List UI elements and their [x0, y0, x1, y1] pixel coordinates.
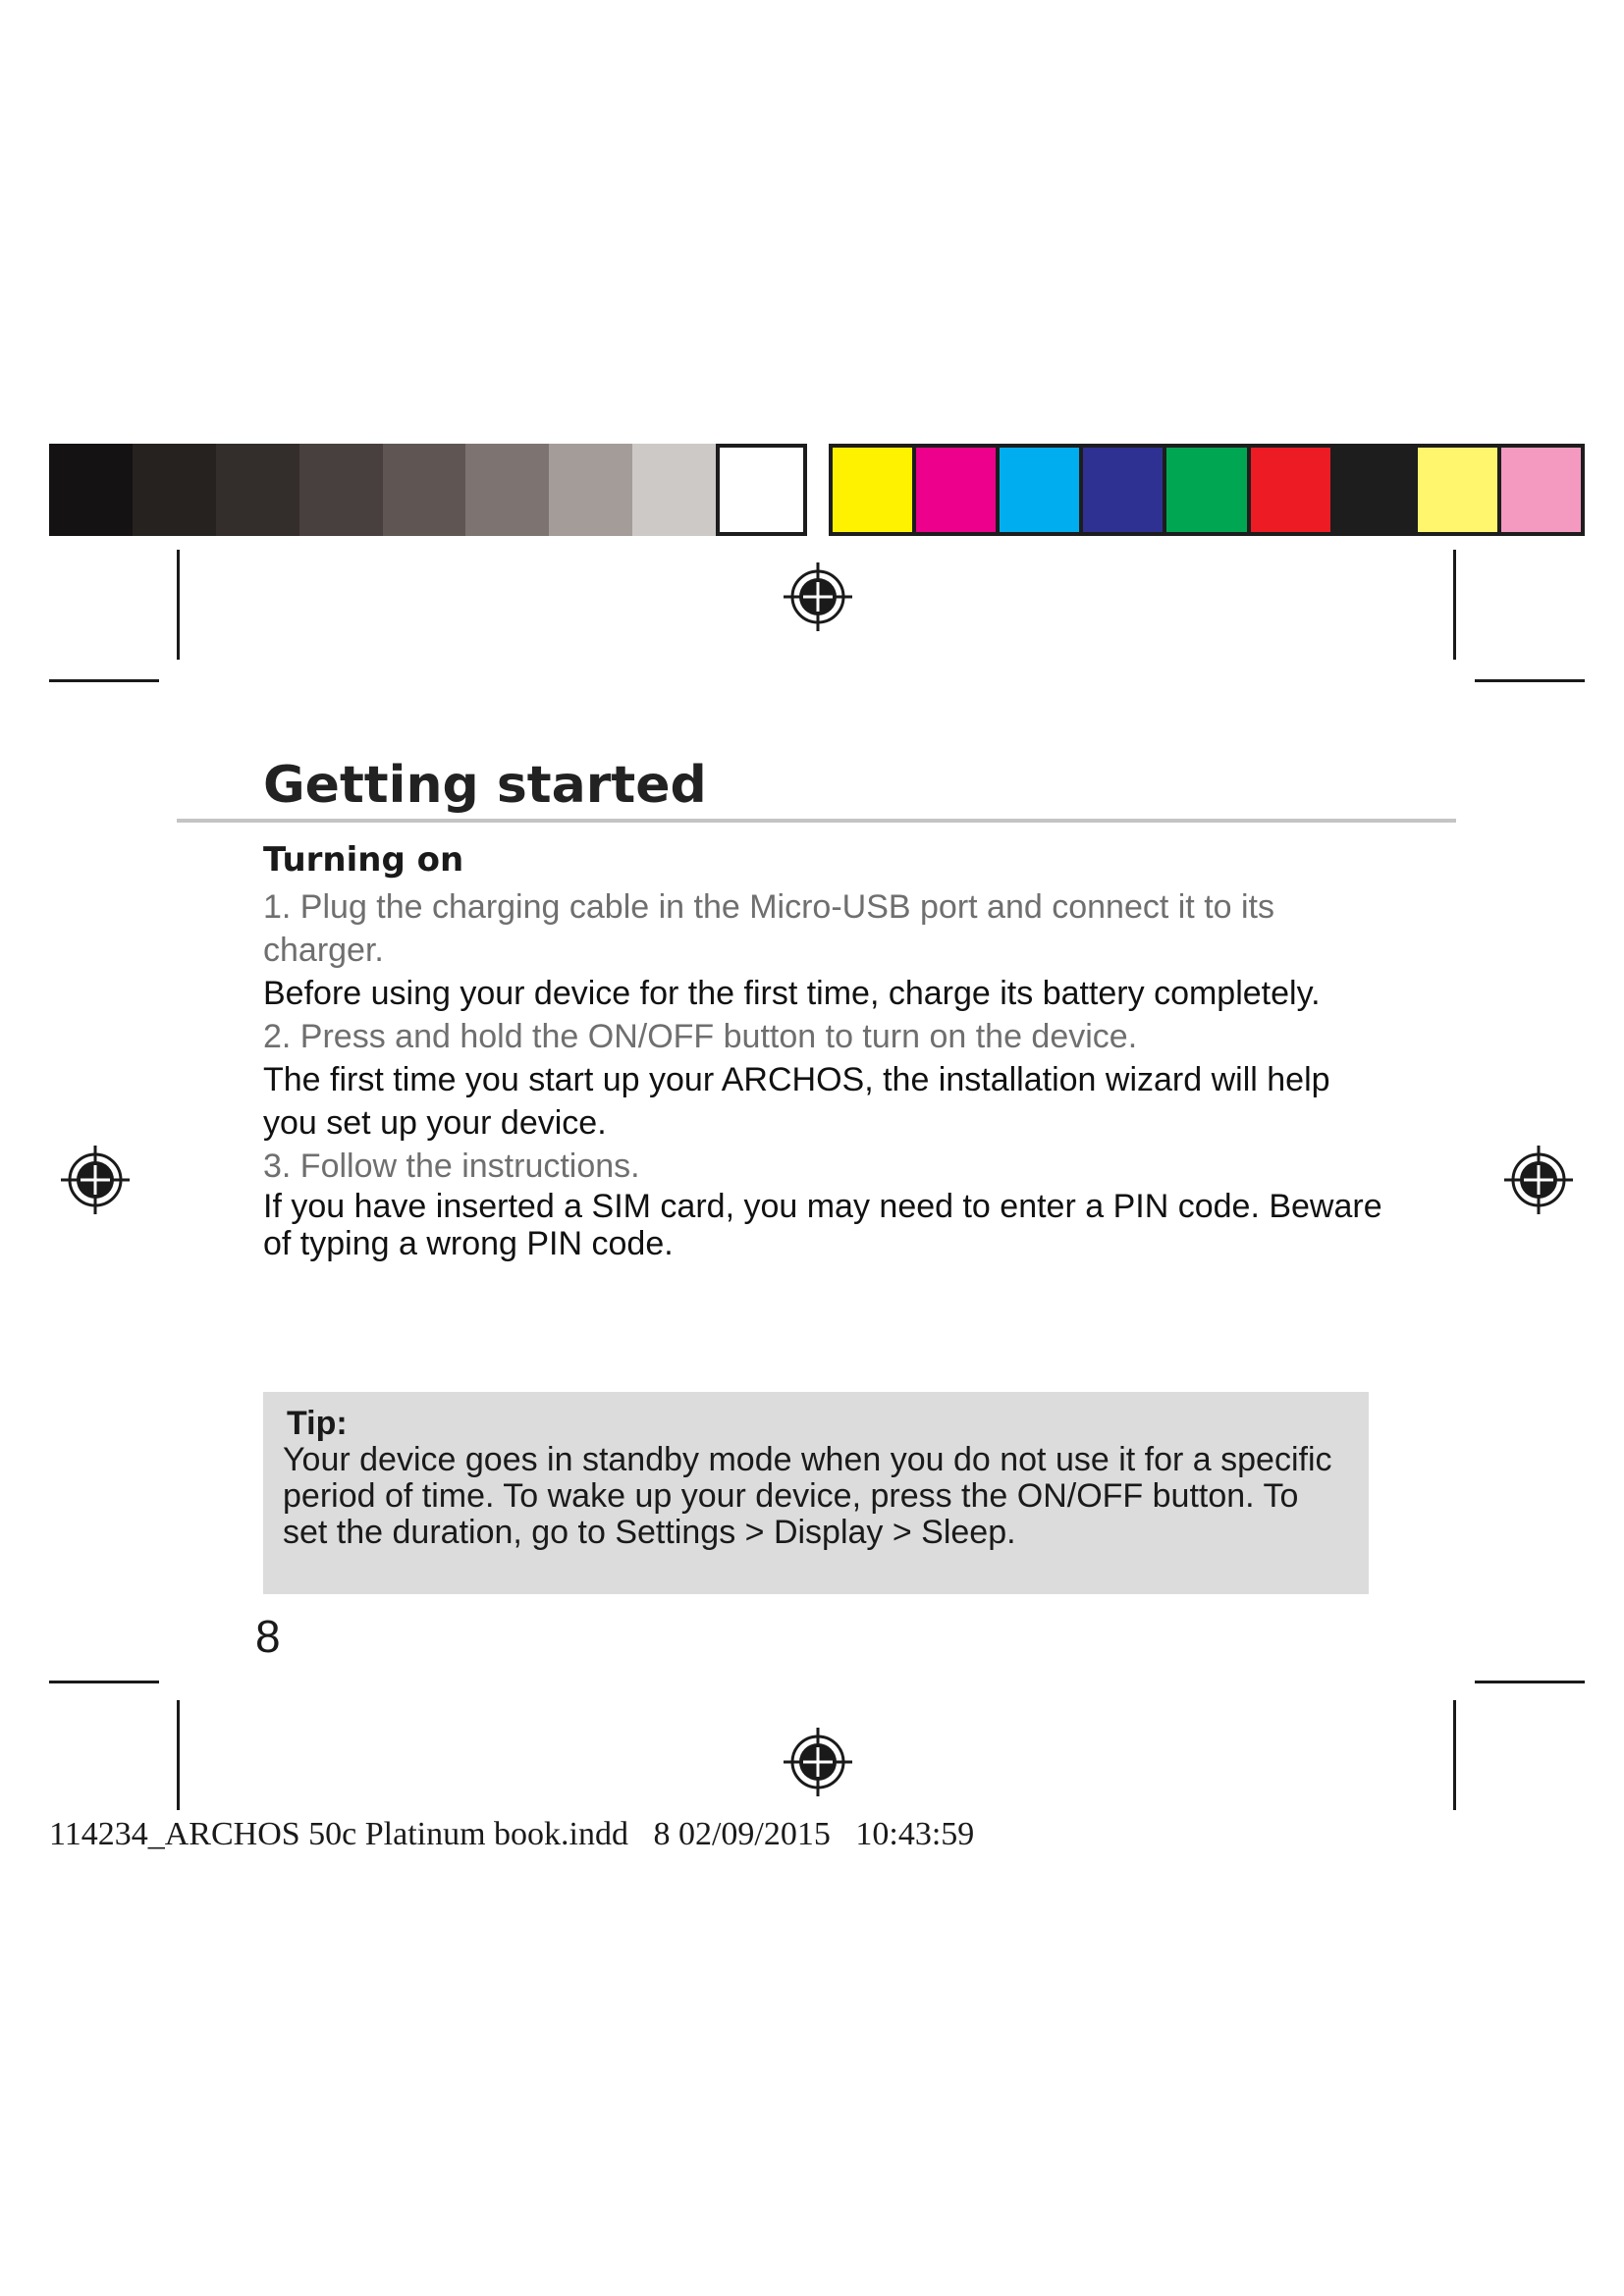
gray-swatch	[549, 444, 632, 536]
crop-mark-top-right-vertical	[1453, 550, 1456, 660]
gray-swatch	[49, 444, 133, 536]
color-swatch	[1334, 448, 1414, 532]
registration-mark-right-icon	[1502, 1144, 1575, 1216]
gray-swatch	[716, 444, 807, 536]
grayscale-calibration-bar	[49, 444, 807, 536]
color-swatch	[1251, 448, 1330, 532]
gray-swatch	[133, 444, 216, 536]
color-swatch	[1501, 448, 1581, 532]
crop-mark-bottom-left-horizontal	[49, 1681, 159, 1683]
crop-mark-bottom-left-vertical	[177, 1700, 180, 1810]
crop-mark-bottom-right-horizontal	[1475, 1681, 1585, 1683]
color-swatch	[833, 448, 912, 532]
registration-mark-top-icon	[782, 561, 854, 633]
process-color-calibration-bar	[829, 444, 1585, 536]
registration-mark-left-icon	[59, 1144, 132, 1216]
instruction-step: 2. Press and hold the ON/OFF button to turn on the device.	[263, 1018, 1138, 1055]
gray-swatch	[465, 444, 549, 536]
crop-mark-top-right-horizontal	[1475, 679, 1585, 682]
gray-swatch	[216, 444, 299, 536]
instruction-step: 1. Plug the charging cable in the Micro-USB port and connect it to its charger.	[263, 888, 1274, 969]
crop-mark-top-left-vertical	[177, 550, 180, 660]
instruction-step: 3. Follow the instructions.	[263, 1148, 640, 1185]
crop-mark-bottom-right-vertical	[1453, 1700, 1456, 1810]
instruction-note: If you have inserted a SIM card, you may need to enter a PIN code. Beware of typing a wrong PIN code.	[263, 1188, 1382, 1262]
instructions-body	[263, 885, 1392, 1262]
color-swatch	[1418, 448, 1497, 532]
section-heading: Turning on	[263, 840, 464, 880]
instruction-note: Before using your device for the first time, charge its battery completely.	[263, 975, 1321, 1012]
instruction-note: The first time you start up your ARCHOS, the installation wizard will help you set up your device.	[263, 1061, 1330, 1142]
color-swatch	[1166, 448, 1246, 532]
title-divider	[177, 819, 1456, 823]
page-number: 8	[255, 1611, 281, 1662]
gray-swatch	[299, 444, 383, 536]
tip-label: Tip:	[287, 1405, 348, 1442]
crop-mark-top-left-horizontal	[49, 679, 159, 682]
registration-mark-bottom-icon	[782, 1726, 854, 1798]
color-swatch	[1000, 448, 1079, 532]
gray-swatch	[632, 444, 716, 536]
color-swatch	[1083, 448, 1163, 532]
tip-box	[263, 1392, 1369, 1594]
gray-swatch	[383, 444, 466, 536]
color-swatch	[916, 448, 996, 532]
page-title: Getting started	[263, 756, 707, 815]
tip-text: Your device goes in standby mode when you do not use it for a specific period of time. To wake up your device, press the ON/OFF button. To set the duration, go to Settings > Display > Sleep.	[283, 1441, 1332, 1551]
print-slug-line: 114234_ARCHOS 50c Platinum book.indd 8 02/09/2015 10:43:59	[49, 1816, 975, 1852]
